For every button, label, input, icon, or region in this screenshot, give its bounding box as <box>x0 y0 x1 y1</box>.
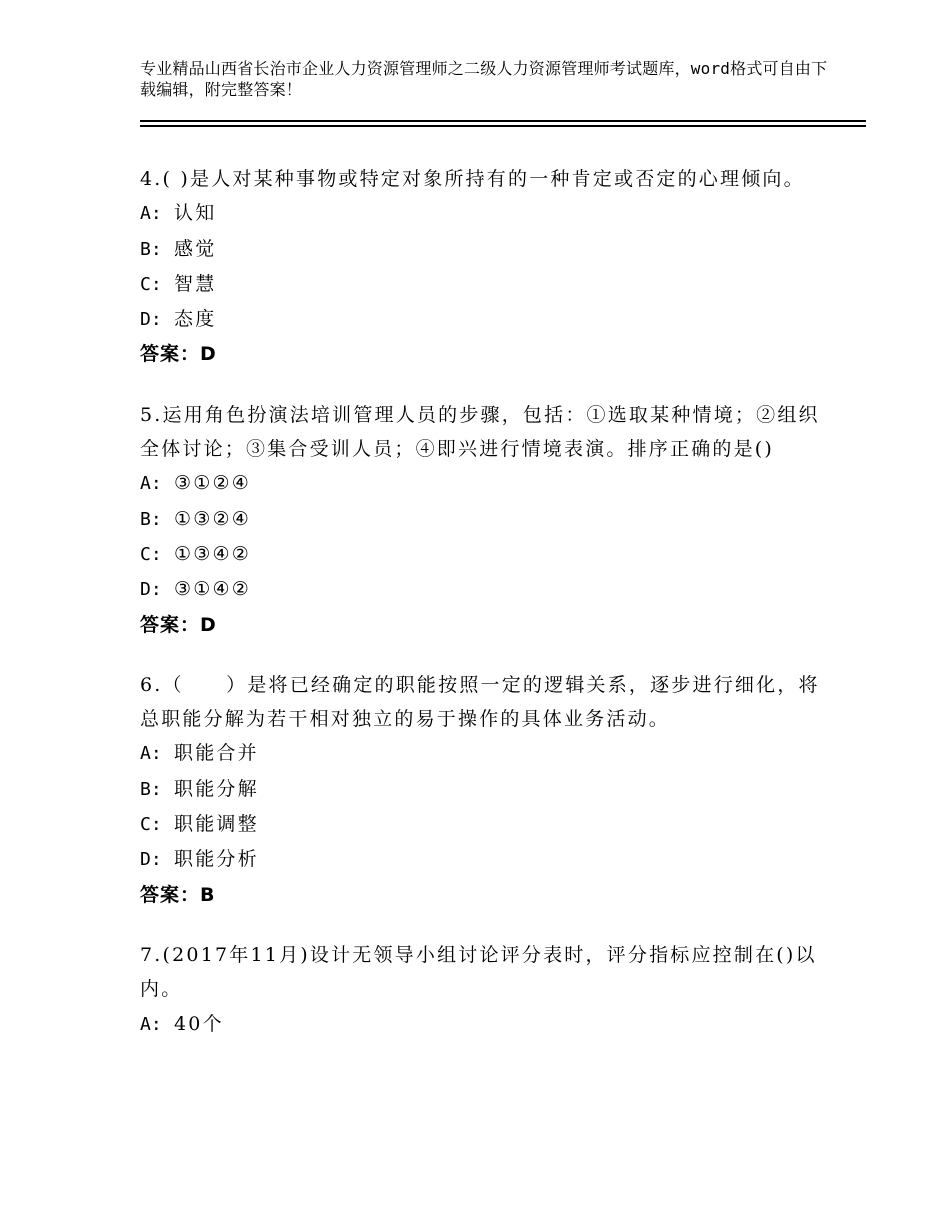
option-text: 40个 <box>174 1012 224 1035</box>
answer-line: 答案：D <box>140 613 217 636</box>
option-key: A: <box>140 743 162 765</box>
option-d <box>140 302 820 337</box>
question-text: 5.运用角色扮演法培训管理人员的步骤，包括：①选取某种情境；②组织全体讨论；③集合受训人员；④即兴进行情境表演。排序正确的是() <box>140 403 820 461</box>
header-rule-bottom <box>140 125 866 127</box>
option-text: ①③②④ <box>174 507 251 530</box>
answer-line: 答案：B <box>140 883 216 906</box>
option-key: B: <box>140 778 162 800</box>
option-key: C: <box>140 273 162 295</box>
option-text: 感觉 <box>174 237 217 260</box>
option-key: C: <box>140 543 162 565</box>
option-key: D: <box>140 849 162 871</box>
question-4 <box>140 162 820 372</box>
option-c <box>140 537 820 572</box>
option-d <box>140 842 820 877</box>
option-text: 认知 <box>174 202 217 225</box>
header-rule-top <box>140 120 866 122</box>
option-key: C: <box>140 814 162 836</box>
option-text: ③①②④ <box>174 472 251 495</box>
option-key: D: <box>140 579 162 601</box>
option-b <box>140 232 820 267</box>
option-text: 智慧 <box>174 272 217 295</box>
option-c <box>140 807 820 842</box>
option-text: 职能分析 <box>174 848 259 871</box>
option-a <box>140 736 820 771</box>
question-7 <box>140 938 820 1042</box>
option-text: 态度 <box>174 308 217 331</box>
question-text: 4.( )是人对某种事物或特定对象所持有的一种肯定或否定的心理倾向。 <box>140 168 805 190</box>
question-5 <box>140 398 820 642</box>
option-a <box>140 466 820 501</box>
option-a <box>140 1007 820 1042</box>
option-a <box>140 196 820 231</box>
option-key: A: <box>140 203 162 225</box>
question-text: 6.（ ）是将已经确定的职能按照一定的逻辑关系，逐步进行细化，将总职能分解为若干相对独立的易于操作的具体业务活动。 <box>140 673 820 731</box>
option-key: B: <box>140 238 162 260</box>
option-d <box>140 572 820 607</box>
answer-line: 答案：D <box>140 343 217 366</box>
option-key: A: <box>140 473 162 495</box>
question-list <box>140 162 820 1068</box>
option-text: ③①④② <box>174 578 251 601</box>
option-key: B: <box>140 508 162 530</box>
question-text: 7.(2017年11月)设计无领导小组讨论评分表时，评分指标应控制在()以内。 <box>140 943 817 1001</box>
option-text: 职能分解 <box>174 777 259 800</box>
option-key: D: <box>140 309 162 331</box>
question-6 <box>140 668 820 912</box>
option-key: A: <box>140 1013 162 1035</box>
option-b <box>140 502 820 537</box>
document-header: 专业精品山西省长治市企业人力资源管理师之二级人力资源管理师考试题库，word格式可自由下载编辑，附完整答案！ <box>140 59 828 99</box>
option-text: ①③④② <box>174 542 251 565</box>
option-text: 职能合并 <box>174 742 259 765</box>
option-text: 职能调整 <box>174 813 259 836</box>
option-c <box>140 267 820 302</box>
option-b <box>140 772 820 807</box>
